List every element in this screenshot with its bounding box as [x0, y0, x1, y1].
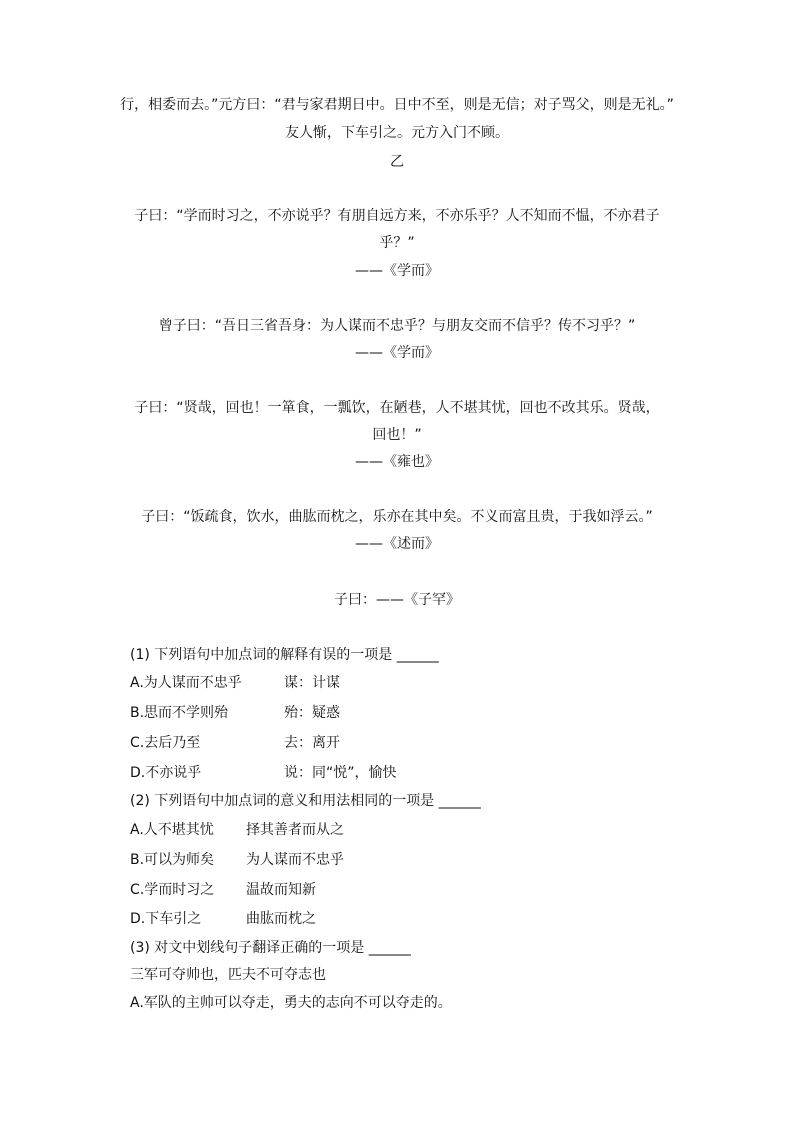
option-compare: 为人谋而不忠乎	[246, 852, 344, 868]
quote-source: ——《学而》	[355, 263, 439, 279]
option-text: A.人不堪其忧	[130, 822, 214, 838]
question-stem: (1) 下列语句中加点词的解释有误的一项是 ______	[130, 647, 439, 663]
option-explanation: 去：离开	[284, 735, 340, 751]
quote-line: 子曰：“饭疏食，饮水，曲肱而枕之，乐亦在其中矣。不义而富且贵，于我如浮云。”	[141, 509, 653, 525]
option-explanation: 殆：疑惑	[284, 705, 340, 721]
option-text: B.可以为师矣	[130, 852, 215, 868]
option-text: B.思而不学则殆	[130, 705, 229, 721]
option-text: D.下车引之	[130, 911, 202, 927]
passage-line: 行，相委而去。”元方曰：“君与家君期日中。日中不至，则是无信；对子骂父，则是无礼。”	[120, 97, 674, 113]
quote-line: 子曰：“学而时习之，不亦说乎？有朋自远方来，不亦乐乎？人不知而不愠，不亦君子	[134, 208, 660, 224]
passage-line: 友人惭，下车引之。元方入门不顾。	[285, 125, 509, 141]
option-compare: 择其善者而从之	[246, 822, 344, 838]
target-sentence: 三军可夺帅也，匹夫不可夺志也	[130, 967, 326, 983]
quote-line: 曾子曰：“吾日三省吾身：为人谋而不忠乎？与朋友交而不信乎？传不习乎？”	[158, 318, 636, 334]
option-text: A.军队的主帅可以夺走，勇夫的志向不可以夺走的。	[130, 995, 452, 1011]
quote-source: ——《雍也》	[355, 454, 439, 470]
question-stem: (2) 下列语句中加点词的意义和用法相同的一项是 ______	[130, 793, 481, 809]
option-text: C.去后乃至	[130, 735, 201, 751]
quote-source: ——《学而》	[355, 345, 439, 361]
option-text: C.学而时习之	[130, 882, 215, 898]
option-explanation: 谋：计谋	[284, 675, 340, 691]
option-compare: 曲肱而枕之	[246, 911, 316, 927]
quote-line: 子曰：“贤哉，回也！一箪食，一瓢饮，在陋巷，人不堪其忧，回也不改其乐。贤哉，	[134, 400, 660, 416]
quote-line: 子曰：——《子罕》	[334, 592, 460, 608]
section-heading: 乙	[390, 154, 404, 170]
option-explanation: 说：同“悦”，愉快	[284, 765, 397, 781]
quote-line: 乎？”	[379, 235, 415, 251]
quote-source: ——《述而》	[355, 536, 439, 552]
question-stem: (3) 对文中划线句子翻译正确的一项是 ______	[130, 940, 411, 956]
option-text: D.不亦说乎	[130, 765, 202, 781]
quote-line: 回也！”	[372, 427, 422, 443]
option-text: A.为人谋而不忠乎	[130, 675, 242, 691]
option-compare: 温故而知新	[246, 882, 316, 898]
